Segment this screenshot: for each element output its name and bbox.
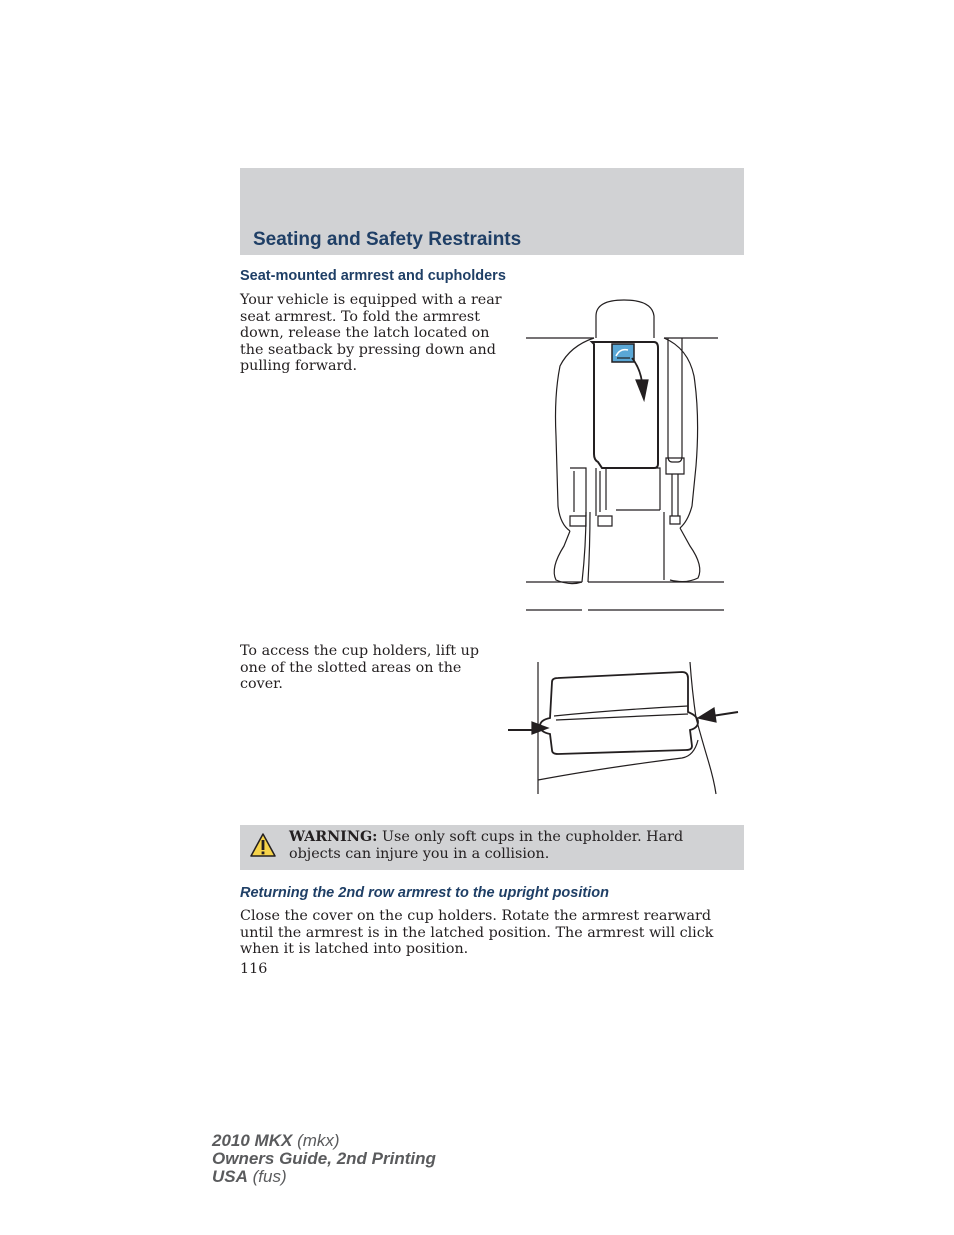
footer-printing: Owners Guide, 2nd Printing — [212, 1149, 436, 1168]
section-title: Seating and Safety Restraints — [253, 229, 522, 250]
section-header-band — [240, 168, 744, 255]
cupholder-access-text: To access the cup holders, lift up one of the slotted areas on the cover. — [240, 643, 480, 692]
footer-market-code: (fus) — [252, 1167, 287, 1186]
warning-text — [289, 829, 734, 862]
document-footer — [212, 1132, 436, 1186]
armrest-heading: Seat-mounted armrest and cupholders — [240, 268, 506, 284]
warning-label: WARNING: — [289, 829, 378, 845]
footer-market: USA — [212, 1167, 248, 1186]
cupholder-cover-illustration — [502, 660, 744, 798]
rear-seat-armrest-illustration — [520, 296, 730, 616]
fold-armrest-text: Your vehicle is equipped with a rear seat armrest. To fold the armrest down, release the latch located on the seatback by pressing down and pulling forward. — [240, 292, 502, 374]
return-armrest-text: Close the cover on the cup holders. Rotate the armrest rearward until the armrest is in the latched position. The armrest will click when it is latched into position. — [240, 908, 714, 957]
warning-box — [240, 825, 744, 870]
footer-model: 2010 MKX — [212, 1131, 293, 1150]
warning-message: Use only soft cups in the cupholder. Hard objects can injure you in a collision. — [289, 829, 684, 862]
warning-triangle-icon — [249, 832, 277, 858]
footer-model-code: (mkx) — [297, 1131, 340, 1150]
page-number: 116 — [240, 961, 268, 977]
return-armrest-heading: Returning the 2nd row armrest to the upright position — [240, 885, 609, 901]
